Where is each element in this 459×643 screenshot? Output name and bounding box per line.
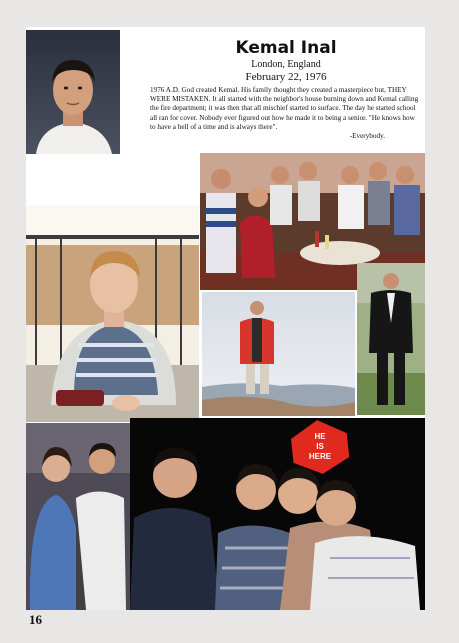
page-number: 16 bbox=[29, 612, 42, 627]
sign-line-3: HERE bbox=[308, 452, 332, 461]
bio-text: 1976 A.D. God created Kemal. His family thought they created a masterpiece but, THEY WERE MISTAKEN. It all started with the neighbor's house burning down and Kemal calling the fire department; it was then that all mischief started to surface. The day he started school all ran for cover. Nobody ever figured out how he made it to being a senior. "He knows how to have a hell of a time and is always there". bbox=[150, 86, 419, 131]
sign-line-2: IS bbox=[316, 442, 324, 451]
couple-photo bbox=[26, 423, 130, 610]
tuxedo-photo bbox=[357, 263, 425, 415]
bio-block bbox=[150, 38, 422, 141]
sign-line-1: HE bbox=[314, 432, 326, 441]
friends-photo bbox=[130, 418, 425, 610]
student-birth-date: February 22, 1976 bbox=[245, 71, 327, 83]
student-location: London, England bbox=[251, 59, 321, 70]
childhood-photo bbox=[26, 205, 199, 422]
bio-signature: -Everybody. bbox=[349, 132, 385, 141]
mountain-photo bbox=[202, 292, 355, 416]
student-name: Kemal Inal bbox=[235, 38, 337, 58]
portrait-photo bbox=[26, 30, 120, 154]
